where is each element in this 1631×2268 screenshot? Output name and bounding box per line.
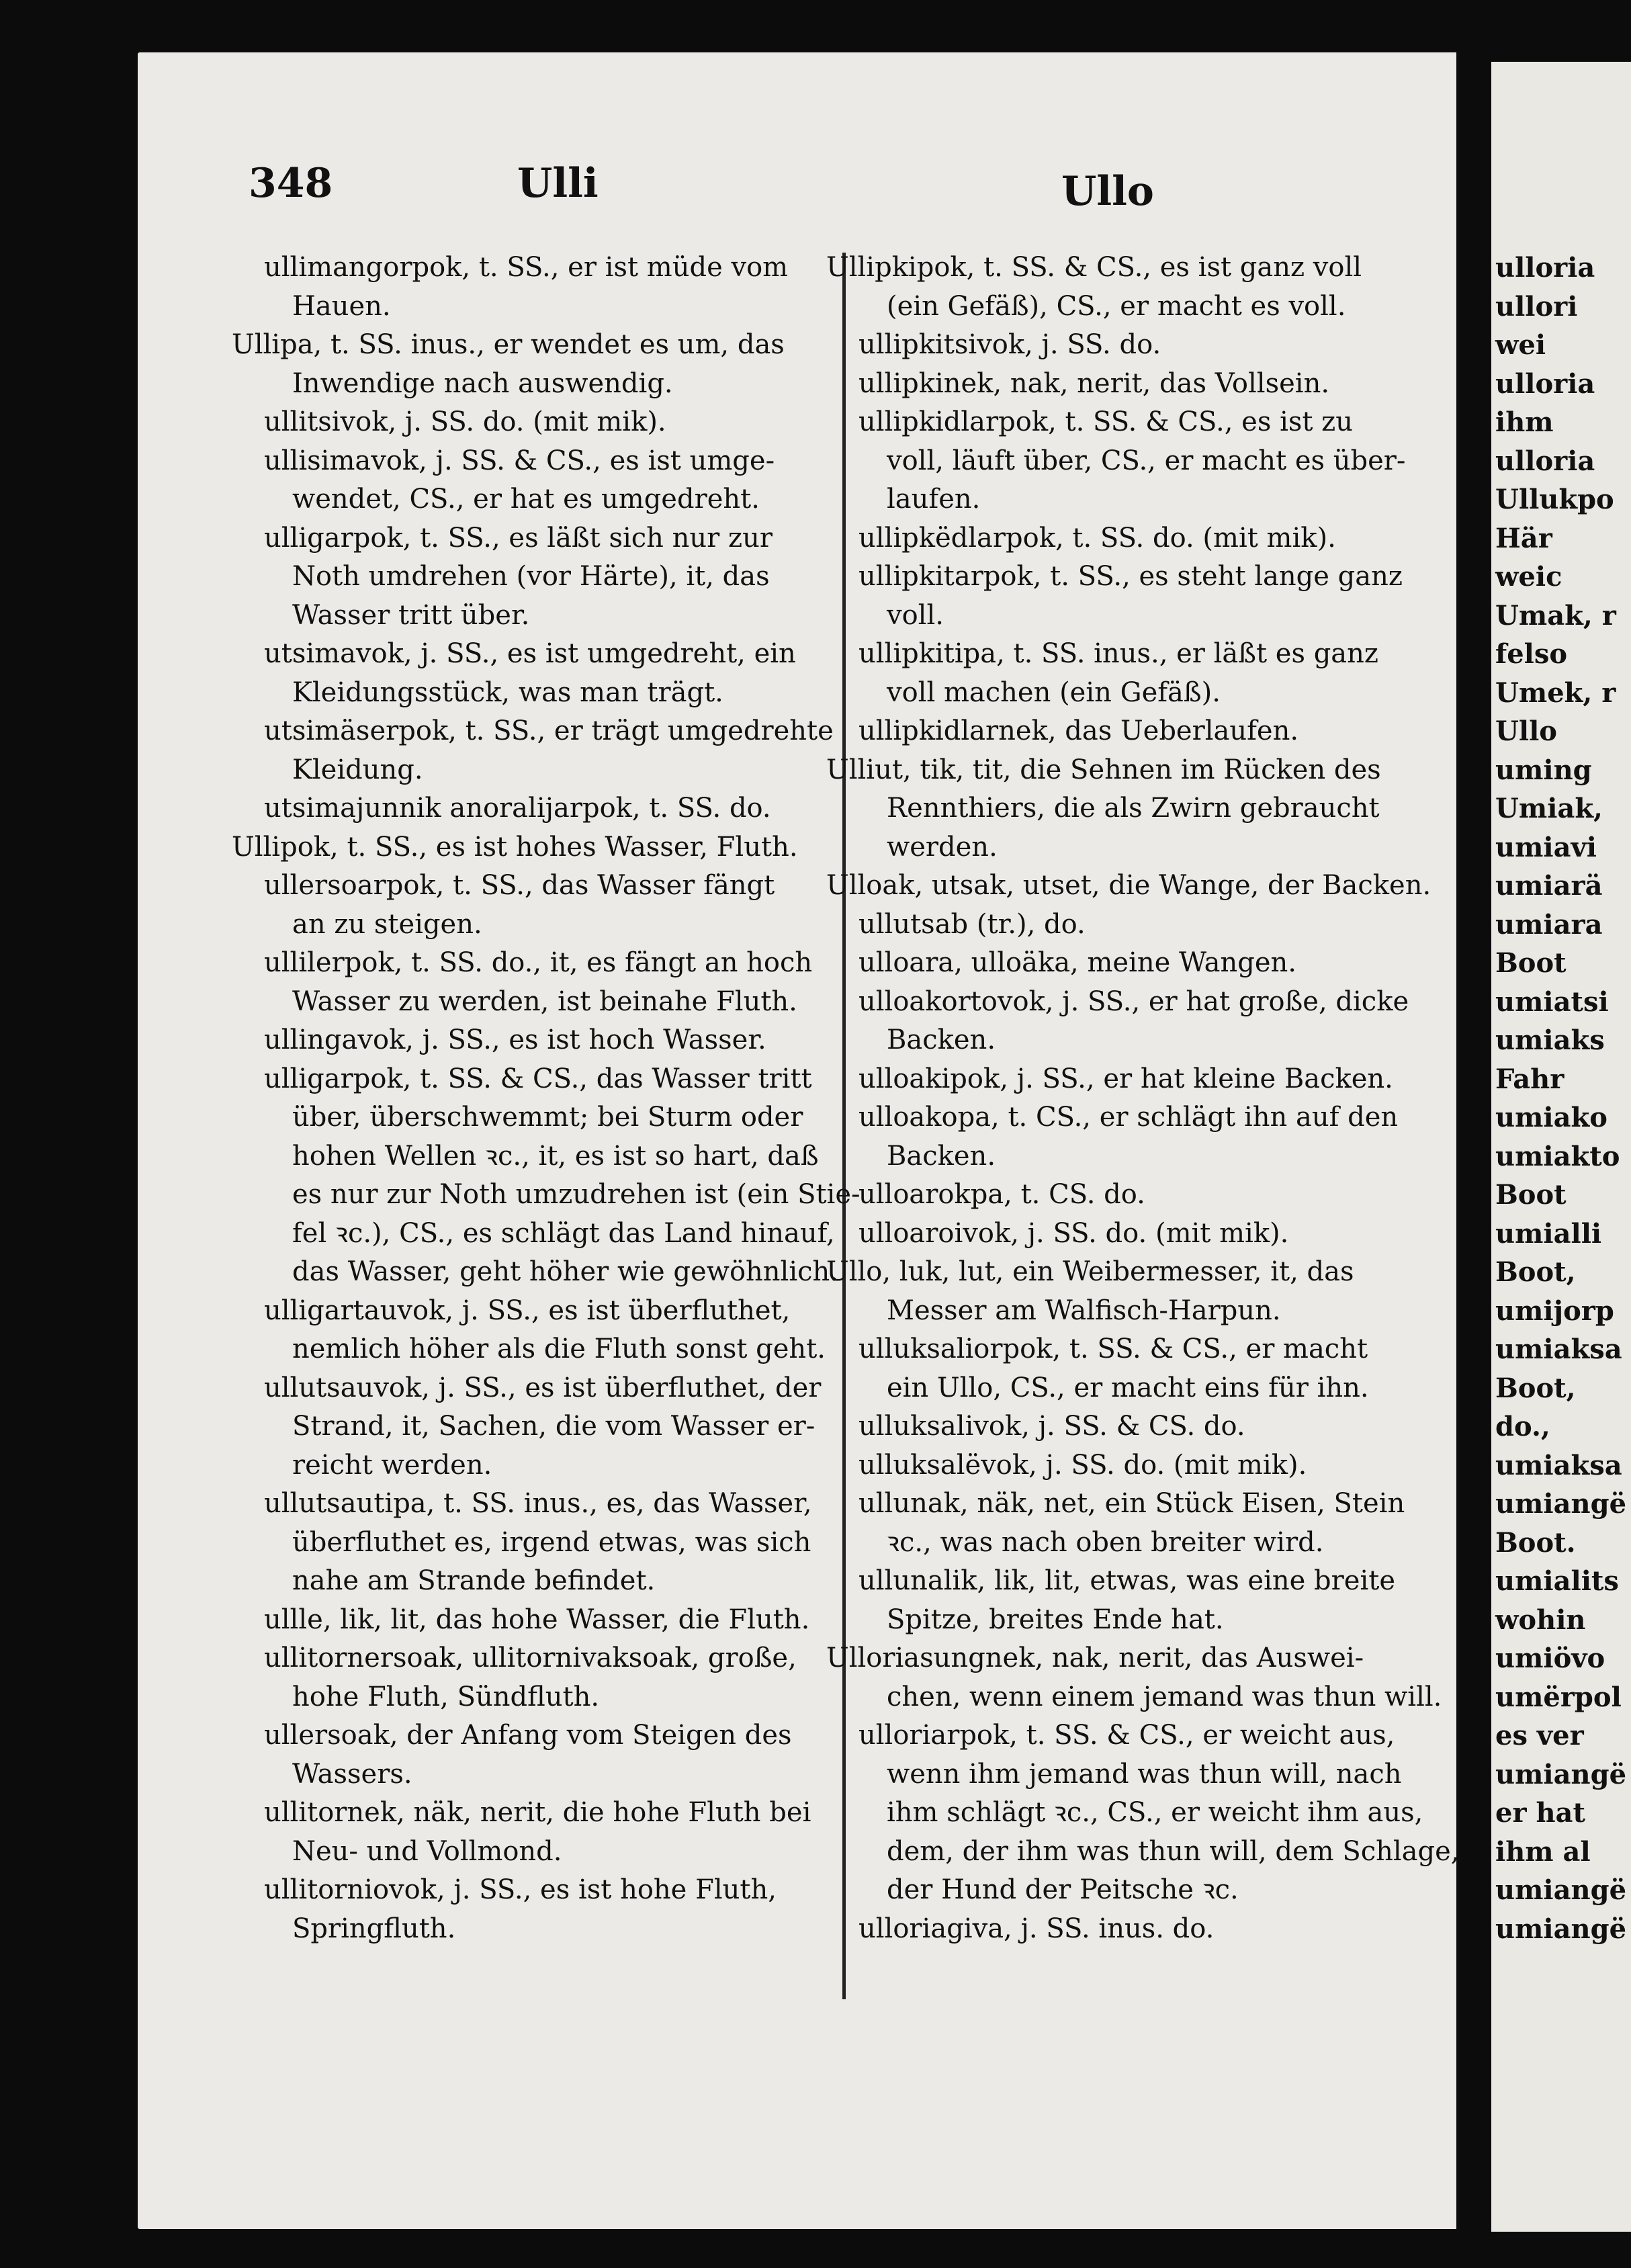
dictionary-line: Kleidung. [292, 754, 423, 785]
adjacent-page-line: umialli [1495, 1217, 1602, 1250]
dictionary-line: Ulloriasungnek, nak, nerit, das Auswei- [826, 1643, 1364, 1673]
adjacent-page-line: Umak, r [1495, 599, 1616, 631]
dictionary-line: ulligarpok, t. SS., es läßt sich nur zur [264, 522, 773, 554]
dictionary-line: ullunak, näk, net, ein Stück Eisen, Stein [858, 1488, 1405, 1519]
adjacent-page-line: wei [1495, 329, 1546, 361]
dictionary-line: Rennthiers, die als Zwirn gebraucht [887, 793, 1380, 824]
adjacent-page-line: umiaks [1495, 1024, 1605, 1056]
dictionary-line: ulloakopa, t. CS., er schlägt ihn auf den [858, 1102, 1399, 1133]
dictionary-line: Ullipa, t. SS. inus., er wendet es um, das [232, 329, 785, 360]
dictionary-line: ullipkitsivok, j. SS. do. [858, 329, 1161, 360]
dictionary-line: ullipkëdlarpok, t. SS. do. (mit mik). [858, 522, 1336, 554]
adjacent-page-line: Fahr [1495, 1063, 1564, 1095]
dictionary-line: voll, läuft über, CS., er macht es über- [887, 445, 1406, 476]
dictionary-line: ullipkidlarnek, das Ueberlaufen. [858, 715, 1299, 746]
dictionary-line: ein Ullo, CS., er macht eins für ihn. [887, 1372, 1369, 1403]
adjacent-page-line: umiangë [1495, 1913, 1627, 1945]
adjacent-page-line: umiavi [1495, 831, 1597, 863]
dictionary-line: nemlich höher als die Fluth sonst geht. [292, 1334, 826, 1364]
dictionary-line: ulloriarpok, t. SS. & CS., er weicht aus, [858, 1720, 1395, 1751]
adjacent-page-line: umiaksa [1495, 1334, 1622, 1365]
dictionary-line: utsimajunnik anoralijarpok, t. SS. do. [264, 793, 771, 824]
adjacent-page-line: umiangë [1495, 1874, 1627, 1906]
adjacent-page-line: es ver [1495, 1720, 1584, 1751]
dictionary-line: ulligarpok, t. SS. & CS., das Wasser tritt [264, 1063, 812, 1094]
adjacent-page-line: umërpol [1495, 1681, 1622, 1713]
dictionary-line: ullilerpok, t. SS. do., it, es fängt an hoch [264, 947, 813, 978]
dictionary-line: Ulloak, utsak, utset, die Wange, der Backen. [826, 870, 1431, 901]
dictionary-line: Backen. [887, 1024, 996, 1055]
adjacent-page-line: Här [1495, 522, 1552, 554]
dictionary-line: Backen. [887, 1140, 996, 1172]
dictionary-line: wendet, CS., er hat es umgedreht. [292, 484, 760, 515]
adjacent-page-line: ullori [1495, 290, 1578, 322]
dictionary-line: ullingavok, j. SS., es ist hoch Wasser. [264, 1024, 766, 1055]
adjacent-page-line: umiako [1495, 1102, 1607, 1133]
dictionary-line: ulloarokpa, t. CS. do. [858, 1179, 1145, 1210]
dictionary-line: ullisimavok, j. SS. & CS., es ist umge- [264, 445, 775, 476]
dictionary-line: ullitsivok, j. SS. do. (mit mik). [264, 406, 666, 437]
adjacent-page-line: umiakto [1495, 1140, 1620, 1172]
adjacent-page-line: Umek, r [1495, 677, 1616, 709]
dictionary-line: ihm schlägt ꝛc., CS., er weicht ihm aus, [887, 1797, 1423, 1828]
dictionary-line: ulloakortovok, j. SS., er hat große, dicke [858, 986, 1409, 1017]
adjacent-page-line: umiangë [1495, 1758, 1627, 1790]
dictionary-line: der Hund der Peitsche ꝛc. [887, 1874, 1239, 1905]
dictionary-line: ulloakipok, j. SS., er hat kleine Backen. [858, 1063, 1393, 1094]
dictionary-line: ulloaroivok, j. SS. do. (mit mik). [858, 1217, 1289, 1249]
left-column [232, 249, 861, 1948]
dictionary-line: ullutsauvok, j. SS., es ist überfluthet, der [264, 1372, 822, 1403]
dictionary-line: fel ꝛc.), CS., es schlägt das Land hinauf, [292, 1217, 835, 1249]
dictionary-line: ullipkinek, nak, nerit, das Vollsein. [858, 367, 1330, 399]
adjacent-page-line: felso [1495, 638, 1568, 670]
dictionary-line: hohe Fluth, Sündfluth. [292, 1681, 600, 1712]
dictionary-line: Strand, it, Sachen, die vom Wasser er- [292, 1411, 816, 1442]
adjacent-page-line: umijorp [1495, 1295, 1614, 1327]
dictionary-line: Messer am Walfisch-Harpun. [887, 1295, 1281, 1326]
adjacent-page-line: wohin [1495, 1604, 1586, 1636]
adjacent-page-line: ihm [1495, 406, 1554, 438]
dictionary-line: reicht werden. [292, 1449, 492, 1481]
dictionary-line: chen, wenn einem jemand was thun will. [887, 1681, 1442, 1712]
dictionary-line: Inwendige nach auswendig. [292, 367, 673, 399]
dictionary-line: Hauen. [292, 290, 391, 322]
adjacent-page-line: er hat [1495, 1797, 1585, 1829]
adjacent-page-line: umiangë [1495, 1488, 1627, 1520]
dictionary-line: ꝛc., was nach oben breiter wird. [887, 1526, 1324, 1558]
dictionary-line: ullunalik, lik, lit, etwas, was eine breite [858, 1565, 1395, 1596]
dictionary-line: Ulliut, tik, tit, die Sehnen im Rücken des [826, 754, 1381, 785]
right-running-head: Ullo [1061, 168, 1154, 215]
adjacent-page-line: ulloria [1495, 252, 1595, 284]
adjacent-page-line: umiaksa [1495, 1449, 1622, 1481]
dictionary-line: dem, der ihm was thun will, dem Schlage, [887, 1835, 1460, 1867]
dictionary-line: ullitornek, näk, nerit, die hohe Fluth bei [264, 1797, 811, 1828]
dictionary-line: wenn ihm jemand was thun will, nach [887, 1758, 1402, 1790]
adjacent-page-line: Boot, [1495, 1372, 1576, 1404]
dictionary-line: ulluksalëvok, j. SS. do. (mit mik). [858, 1449, 1307, 1481]
page-number: 348 [249, 160, 333, 207]
dictionary-line: voll. [887, 599, 944, 631]
adjacent-page-line: Boot. [1495, 1526, 1576, 1559]
adjacent-page-line: Umiak, [1495, 793, 1603, 824]
adjacent-page-line: ulloria [1495, 367, 1595, 400]
dictionary-line: Ullo, luk, lut, ein Weibermesser, it, das [826, 1256, 1354, 1287]
dictionary-line: ullutsautipa, t. SS. inus., es, das Wasser, [264, 1488, 812, 1519]
dictionary-line: ulloriagiva, j. SS. inus. do. [858, 1913, 1215, 1944]
dictionary-line: utsimavok, j. SS., es ist umgedreht, ein [264, 638, 796, 669]
dictionary-line: Springfluth. [292, 1913, 456, 1944]
dictionary-line: voll machen (ein Gefäß). [887, 677, 1221, 708]
adjacent-page-line: do., [1495, 1411, 1550, 1442]
adjacent-page-line: Boot [1495, 947, 1567, 979]
dictionary-line: es nur zur Noth umzudrehen ist (ein Stie- [292, 1179, 861, 1210]
adjacent-page-line: umialits [1495, 1565, 1619, 1597]
dictionary-line: das Wasser, geht höher wie gewöhnlich. [292, 1256, 839, 1287]
dictionary-line: an zu steigen. [292, 908, 482, 940]
adjacent-page-line: ulloria [1495, 445, 1595, 477]
dictionary-line: ulluksaliorpok, t. SS. & CS., er macht [858, 1334, 1368, 1364]
dictionary-line: ullersoarpok, t. SS., das Wasser fängt [264, 870, 775, 901]
adjacent-page-line: Boot, [1495, 1256, 1576, 1288]
dictionary-line: ullitornersoak, ullitornivaksoak, große, [264, 1643, 797, 1673]
dictionary-line: (ein Gefäß), CS., er macht es voll. [887, 290, 1346, 322]
dictionary-line: ulluksalivok, j. SS. & CS. do. [858, 1411, 1245, 1442]
dictionary-line: ullipkitipa, t. SS. inus., er läßt es ganz [858, 638, 1378, 669]
dictionary-line: ulloara, ulloäka, meine Wangen. [858, 947, 1297, 978]
dictionary-line: nahe am Strande befindet. [292, 1565, 656, 1596]
adjacent-page-line: umiara [1495, 908, 1603, 941]
dictionary-line: ullle, lik, lit, das hohe Wasser, die Fluth. [264, 1604, 810, 1635]
adjacent-page-line: Boot [1495, 1179, 1567, 1211]
dictionary-line: hohen Wellen ꝛc., it, es ist so hart, daß [292, 1140, 819, 1172]
dictionary-line: ulligartauvok, j. SS., es ist überfluthet, [264, 1295, 791, 1326]
adjacent-page-line: ihm al [1495, 1835, 1591, 1868]
dictionary-line: überfluthet es, irgend etwas, was sich [292, 1526, 811, 1558]
dictionary-line: Kleidungsstück, was man trägt. [292, 677, 723, 708]
dictionary-line: Wasser tritt über. [292, 599, 530, 631]
adjacent-page-column [1495, 249, 1626, 1948]
left-running-head: Ulli [517, 160, 599, 207]
adjacent-page-line: umiatsi [1495, 986, 1609, 1018]
adjacent-page-line: weic [1495, 561, 1562, 593]
dictionary-line: ullipkitarpok, t. SS., es steht lange ganz [858, 561, 1403, 592]
right-column [826, 249, 1460, 1948]
dictionary-line: werden. [887, 831, 998, 863]
dictionary-line: Spitze, breites Ende hat. [887, 1604, 1224, 1635]
adjacent-page-line: umiövo [1495, 1643, 1605, 1674]
dictionary-line: Neu- und Vollmond. [292, 1835, 562, 1867]
page-gutter [1456, 52, 1491, 2236]
adjacent-page-line: Ullukpo [1495, 484, 1614, 515]
dictionary-line: Wassers. [292, 1758, 412, 1790]
dictionary-line: ullitorniovok, j. SS., es ist hohe Fluth, [264, 1874, 777, 1905]
dictionary-line: Wasser zu werden, ist beinahe Fluth. [292, 986, 797, 1017]
adjacent-page-line: umiarä [1495, 870, 1603, 902]
dictionary-line: ullutsab (tr.), do. [858, 908, 1086, 940]
dictionary-line: ullimangorpok, t. SS., er ist müde vom [264, 252, 789, 283]
adjacent-page-line: Ullo [1495, 715, 1557, 747]
dictionary-line: utsimäserpok, t. SS., er trägt umgedrehte [264, 715, 834, 746]
dictionary-line: Noth umdrehen (vor Härte), it, das [292, 561, 770, 592]
dictionary-line: Ullipkipok, t. SS. & CS., es ist ganz voll [826, 252, 1362, 283]
dictionary-line: ullipkidlarpok, t. SS. & CS., es ist zu [858, 406, 1354, 437]
adjacent-page-line: uming [1495, 754, 1592, 786]
dictionary-line: Ullipok, t. SS., es ist hohes Wasser, Fluth. [232, 831, 798, 863]
dictionary-line: über, überschwemmt; bei Sturm oder [292, 1102, 803, 1133]
dictionary-line: laufen. [887, 484, 981, 515]
dictionary-line: ullersoak, der Anfang vom Steigen des [264, 1720, 792, 1751]
